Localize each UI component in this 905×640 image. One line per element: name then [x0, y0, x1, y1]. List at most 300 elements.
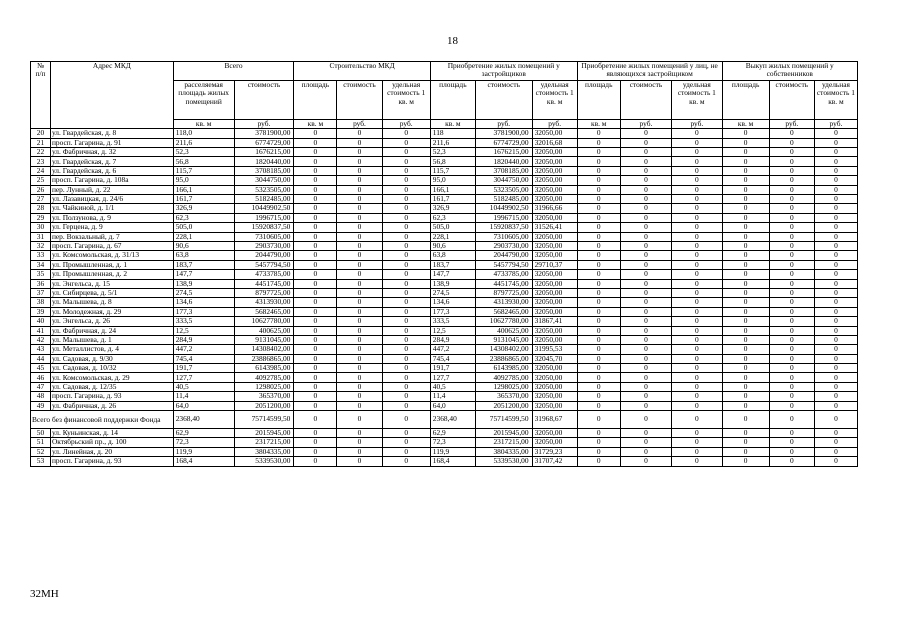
- table-cell: 8797725,00: [234, 288, 294, 297]
- table-cell: 72,3: [430, 438, 475, 447]
- table-cell: 0: [382, 204, 430, 213]
- table-cell: 0: [577, 354, 620, 363]
- table-cell: 0: [577, 307, 620, 316]
- table-cell: 0: [382, 138, 430, 147]
- table-cell: 0: [814, 157, 857, 166]
- table-cell: 0: [722, 447, 769, 456]
- table-cell: 0: [382, 457, 430, 466]
- table-cell: 0: [337, 373, 382, 382]
- table-cell: 12,5: [430, 326, 475, 335]
- table-cell: 5457794,50: [475, 260, 532, 269]
- table-cell: 52,3: [173, 148, 234, 157]
- table-row: [31, 204, 858, 213]
- table-cell: 0: [672, 138, 722, 147]
- table-cell: 0: [814, 307, 857, 316]
- table-cell: 0: [769, 401, 814, 410]
- table-cell: 0: [620, 288, 671, 297]
- table-cell: 0: [294, 166, 337, 175]
- table-cell: 6774729,00: [475, 138, 532, 147]
- table-cell: 0: [814, 166, 857, 175]
- table-cell: 0: [294, 251, 337, 260]
- table-cell: 35: [31, 270, 51, 279]
- table-row: [31, 129, 858, 138]
- table-cell: 0: [294, 279, 337, 288]
- table-cell: 15920837,50: [475, 223, 532, 232]
- table-cell: 2903730,00: [234, 241, 294, 250]
- table-cell: 0: [620, 401, 671, 410]
- table-cell: 53: [31, 457, 51, 466]
- table-row: [31, 354, 858, 363]
- table-cell: 32050,00: [532, 429, 577, 438]
- table-cell: 5339530,00: [475, 457, 532, 466]
- table-cell: 22: [31, 148, 51, 157]
- table-cell: 0: [294, 364, 337, 373]
- table-cell: 0: [722, 279, 769, 288]
- table-cell: 0: [620, 317, 671, 326]
- table-row: [31, 241, 858, 250]
- table-cell: 0: [337, 345, 382, 354]
- header-cost: стоимость: [475, 81, 532, 120]
- table-cell: 0: [722, 288, 769, 297]
- table-cell: 32050,00: [532, 401, 577, 410]
- table-cell: 0: [337, 326, 382, 335]
- table-cell: 0: [577, 251, 620, 260]
- table-cell: 115,7: [173, 166, 234, 175]
- table-cell: 0: [294, 232, 337, 241]
- table-cell: 168,4: [173, 457, 234, 466]
- table-cell: 0: [814, 364, 857, 373]
- table-cell: 333,5: [430, 317, 475, 326]
- table-cell: 0: [814, 447, 857, 456]
- table-cell: 1996715,00: [234, 213, 294, 222]
- table-cell: 20: [31, 129, 51, 138]
- cell-address: ул. Чайкиной, д. 1/1: [50, 204, 173, 213]
- table-cell: 0: [769, 373, 814, 382]
- table-cell: 0: [337, 213, 382, 222]
- table-cell: 0: [382, 382, 430, 391]
- table-cell: 0: [814, 176, 857, 185]
- table-cell: 4313930,00: [475, 298, 532, 307]
- table-cell: 0: [577, 298, 620, 307]
- cell-address: ул. Фабричная, д. 26: [50, 401, 173, 410]
- cell-address: пер. Вокзальный, д. 7: [50, 232, 173, 241]
- unit-sqm: кв. м: [577, 120, 620, 129]
- table-cell: 0: [672, 166, 722, 175]
- table-cell: 0: [769, 232, 814, 241]
- table-cell: 1820440,00: [234, 157, 294, 166]
- cell-address: ул. Фабричная, д. 32: [50, 148, 173, 157]
- table-cell: 0: [620, 241, 671, 250]
- table-cell: 25: [31, 176, 51, 185]
- table-cell: 12,5: [173, 326, 234, 335]
- table-cell: 0: [722, 148, 769, 157]
- header-total: Всего: [173, 62, 294, 81]
- table-cell: 0: [294, 317, 337, 326]
- table-cell: 0: [814, 373, 857, 382]
- table-row: [31, 429, 858, 438]
- table-cell: 32050,00: [532, 176, 577, 185]
- table-cell: 0: [577, 364, 620, 373]
- table-cell: 0: [382, 176, 430, 185]
- header-address: Адрес МКД: [50, 62, 173, 129]
- table-cell: 11,4: [430, 392, 475, 401]
- table-row: [31, 438, 858, 447]
- table-cell: 0: [769, 457, 814, 466]
- table-cell: 0: [577, 195, 620, 204]
- table-cell: 0: [722, 251, 769, 260]
- header-unit-cost: удельная стоимость 1 кв. м: [382, 81, 430, 120]
- table-cell: 0: [672, 326, 722, 335]
- table-cell: 0: [620, 129, 671, 138]
- table-cell: 36: [31, 279, 51, 288]
- table-cell: 284,9: [173, 335, 234, 344]
- cell-address: ул. Гвардейская, д. 8: [50, 129, 173, 138]
- table-cell: 0: [337, 335, 382, 344]
- table-cell: 0: [722, 129, 769, 138]
- table-cell: 26: [31, 185, 51, 194]
- table-cell: 32050,00: [532, 364, 577, 373]
- table-cell: 0: [294, 157, 337, 166]
- table-cell: 31968,67: [532, 411, 577, 429]
- table-cell: 4451745,00: [234, 279, 294, 288]
- table-cell: 5682465,00: [475, 307, 532, 316]
- table-cell: 0: [814, 279, 857, 288]
- table-cell: 0: [722, 373, 769, 382]
- table-cell: 0: [620, 345, 671, 354]
- table-cell: 6774729,00: [234, 138, 294, 147]
- table-cell: 0: [620, 279, 671, 288]
- table-cell: 0: [337, 307, 382, 316]
- table-cell: 0: [620, 223, 671, 232]
- table-cell: 0: [577, 335, 620, 344]
- table-cell: 39: [31, 307, 51, 316]
- table-cell: 0: [814, 457, 857, 466]
- table-row: [31, 195, 858, 204]
- table-cell: 0: [337, 288, 382, 297]
- cell-address: ул. Промышленная, д. 2: [50, 270, 173, 279]
- table-cell: 365370,00: [475, 392, 532, 401]
- table-cell: 0: [577, 185, 620, 194]
- table-cell: 5323505,00: [475, 185, 532, 194]
- table-cell: 0: [337, 166, 382, 175]
- table-cell: 0: [814, 411, 857, 429]
- table-cell: 0: [382, 279, 430, 288]
- cell-address: ул. Садовая, д. 9/30: [50, 354, 173, 363]
- unit-rub: руб.: [475, 120, 532, 129]
- table-cell: 0: [722, 335, 769, 344]
- table-cell: 8797725,00: [475, 288, 532, 297]
- header-unit-cost: удельная стоимость 1 кв. м: [814, 81, 857, 120]
- table-cell: 5339530,00: [234, 457, 294, 466]
- table-cell: 447,2: [173, 345, 234, 354]
- table-cell: 0: [769, 251, 814, 260]
- table-cell: 0: [814, 382, 857, 391]
- table-cell: 191,7: [430, 364, 475, 373]
- table-cell: 31707,42: [532, 457, 577, 466]
- unit-sqm: кв. м: [294, 120, 337, 129]
- table-cell: 0: [620, 354, 671, 363]
- table-cell: 745,4: [173, 354, 234, 363]
- table-cell: 0: [672, 429, 722, 438]
- table-cell: 0: [337, 251, 382, 260]
- table-cell: 0: [577, 392, 620, 401]
- table-cell: 0: [814, 232, 857, 241]
- table-row: [31, 335, 858, 344]
- table-cell: 0: [672, 232, 722, 241]
- table-cell: 0: [769, 429, 814, 438]
- table-cell: 0: [294, 438, 337, 447]
- table-cell: 90,6: [173, 241, 234, 250]
- table-cell: 3804335,00: [475, 447, 532, 456]
- table-cell: 43: [31, 345, 51, 354]
- table-cell: 3708185,00: [475, 166, 532, 175]
- table-cell: 0: [722, 195, 769, 204]
- cell-address: ул. Лазавицкая, д. 24/6: [50, 195, 173, 204]
- table-cell: 40: [31, 317, 51, 326]
- table-cell: 0: [769, 270, 814, 279]
- table-cell: 0: [814, 298, 857, 307]
- table-row: [31, 138, 858, 147]
- table-cell: 0: [814, 260, 857, 269]
- table-cell: 0: [337, 354, 382, 363]
- housing-resettlement-table: [30, 61, 858, 467]
- table-cell: 0: [577, 176, 620, 185]
- header-cost: стоимость: [337, 81, 382, 120]
- table-cell: 0: [337, 176, 382, 185]
- table-cell: 0: [382, 364, 430, 373]
- table-cell: 32050,00: [532, 382, 577, 391]
- table-cell: 0: [577, 382, 620, 391]
- cell-address: ул. Гвардейская, д. 6: [50, 166, 173, 175]
- table-cell: 274,5: [173, 288, 234, 297]
- table-row: [31, 447, 858, 456]
- table-cell: 28: [31, 204, 51, 213]
- table-cell: 0: [722, 401, 769, 410]
- cell-address: просп. Гагарина, д. 91: [50, 138, 173, 147]
- table-row: [31, 213, 858, 222]
- table-cell: 4733785,00: [475, 270, 532, 279]
- table-cell: 505,0: [173, 223, 234, 232]
- unit-rub: руб.: [672, 120, 722, 129]
- table-cell: 0: [814, 185, 857, 194]
- table-cell: 0: [337, 411, 382, 429]
- table-cell: 0: [294, 213, 337, 222]
- table-cell: 0: [672, 223, 722, 232]
- table-cell: 0: [620, 373, 671, 382]
- cell-address: просп. Гагарина, д. 93: [50, 457, 173, 466]
- table-cell: 0: [337, 204, 382, 213]
- table-cell: 0: [382, 392, 430, 401]
- header-cost: стоимость: [769, 81, 814, 120]
- table-cell: 115,7: [430, 166, 475, 175]
- table-cell: 0: [577, 138, 620, 147]
- table-cell: 64,0: [173, 401, 234, 410]
- table-cell: 0: [620, 429, 671, 438]
- table-row: [31, 166, 858, 175]
- table-cell: 0: [672, 447, 722, 456]
- table-cell: 11,4: [173, 392, 234, 401]
- table-cell: 0: [382, 288, 430, 297]
- table-cell: 0: [337, 232, 382, 241]
- table-cell: 0: [577, 345, 620, 354]
- cell-address: ул. Малышева, д. 8: [50, 298, 173, 307]
- table-cell: 0: [620, 166, 671, 175]
- table-cell: 32016,68: [532, 138, 577, 147]
- table-row: [31, 364, 858, 373]
- table-cell: 37: [31, 288, 51, 297]
- table-cell: 3044750,00: [475, 176, 532, 185]
- table-cell: 0: [382, 429, 430, 438]
- table-cell: 0: [722, 438, 769, 447]
- table-cell: 52: [31, 447, 51, 456]
- table-cell: 5457794,50: [234, 260, 294, 269]
- table-cell: 30: [31, 223, 51, 232]
- table-cell: 0: [337, 298, 382, 307]
- table-cell: 0: [577, 447, 620, 456]
- table-cell: 0: [382, 447, 430, 456]
- table-cell: 177,3: [173, 307, 234, 316]
- table-cell: 0: [672, 260, 722, 269]
- table-cell: 0: [382, 232, 430, 241]
- table-cell: 9131045,00: [475, 335, 532, 344]
- cell-address: ул. Линейная, д. 20: [50, 447, 173, 456]
- table-cell: 0: [294, 129, 337, 138]
- header-area: площадь: [294, 81, 337, 120]
- table-cell: 0: [382, 166, 430, 175]
- table-cell: 0: [294, 354, 337, 363]
- table-row: [31, 223, 858, 232]
- table-cell: 0: [620, 204, 671, 213]
- table-cell: 29710,37: [532, 260, 577, 269]
- table-cell: 191,7: [173, 364, 234, 373]
- unit-rub: руб.: [382, 120, 430, 129]
- table-row: [31, 307, 858, 316]
- table-cell: 32050,00: [532, 392, 577, 401]
- table-cell: 0: [577, 213, 620, 222]
- table-cell: 0: [722, 232, 769, 241]
- table-cell: 0: [672, 392, 722, 401]
- table-cell: 1676215,00: [475, 148, 532, 157]
- header-no: № п/п: [31, 62, 51, 129]
- table-cell: 0: [577, 241, 620, 250]
- table-cell: 0: [620, 307, 671, 316]
- table-row: [31, 232, 858, 241]
- cell-address: ул. Молодежная, д. 29: [50, 307, 173, 316]
- table-cell: 0: [769, 176, 814, 185]
- table-cell: 0: [672, 176, 722, 185]
- table-cell: 0: [620, 260, 671, 269]
- table-row: [31, 298, 858, 307]
- table-cell: 95,0: [430, 176, 475, 185]
- table-cell: 0: [672, 204, 722, 213]
- unit-sqm: кв. м: [430, 120, 475, 129]
- table-cell: 0: [294, 176, 337, 185]
- table-row: [31, 279, 858, 288]
- table-cell: 0: [672, 354, 722, 363]
- table-cell: 0: [382, 307, 430, 316]
- table-cell: 0: [294, 148, 337, 157]
- table-cell: 138,9: [173, 279, 234, 288]
- table-cell: 0: [620, 270, 671, 279]
- table-cell: 0: [337, 195, 382, 204]
- table-cell: 4092785,00: [475, 373, 532, 382]
- table-row: [31, 345, 858, 354]
- table-cell: 745,4: [430, 354, 475, 363]
- table-cell: 0: [337, 429, 382, 438]
- table-cell: 5682465,00: [234, 307, 294, 316]
- footer-code: 32МН: [30, 588, 59, 600]
- cell-address: ул. Энгельса, д. 15: [50, 279, 173, 288]
- table-cell: 0: [672, 411, 722, 429]
- header-area: площадь: [577, 81, 620, 120]
- table-cell: 1298025,00: [475, 382, 532, 391]
- table-cell: 0: [294, 288, 337, 297]
- table-cell: 0: [672, 317, 722, 326]
- cell-address: ул. Гвардейская, д. 7: [50, 157, 173, 166]
- table-cell: 0: [722, 457, 769, 466]
- table-cell: 49: [31, 401, 51, 410]
- table-cell: 0: [769, 438, 814, 447]
- table-row: [31, 326, 858, 335]
- header-unit-cost: удельная стоимость 1 кв. м: [672, 81, 722, 120]
- table-cell: 4313930,00: [234, 298, 294, 307]
- table-cell: 62,3: [430, 213, 475, 222]
- table-cell: 44: [31, 354, 51, 363]
- table-cell: 0: [672, 148, 722, 157]
- table-cell: 14308402,00: [475, 345, 532, 354]
- table-row: [31, 270, 858, 279]
- table-cell: 0: [337, 148, 382, 157]
- table-cell: 15920837,50: [234, 223, 294, 232]
- table-cell: 0: [672, 438, 722, 447]
- table-cell: 168,4: [430, 457, 475, 466]
- table-cell: 0: [577, 260, 620, 269]
- table-cell: 23: [31, 157, 51, 166]
- table-cell: 0: [294, 457, 337, 466]
- table-cell: 32050,00: [532, 373, 577, 382]
- table-cell: 0: [814, 317, 857, 326]
- table-row: [31, 392, 858, 401]
- unit-sqm: кв. м: [173, 120, 234, 129]
- table-cell: 0: [337, 129, 382, 138]
- table-cell: 0: [577, 373, 620, 382]
- table-row: [31, 157, 858, 166]
- table-cell: 3708185,00: [234, 166, 294, 175]
- table-cell: 10627780,00: [475, 317, 532, 326]
- table-cell: 326,9: [430, 204, 475, 213]
- table-cell: 50: [31, 429, 51, 438]
- total-label: Всего без финансовой поддержки Фонда: [31, 411, 174, 429]
- table-cell: 0: [382, 195, 430, 204]
- table-row: [31, 148, 858, 157]
- table-cell: 33: [31, 251, 51, 260]
- table-cell: 228,1: [173, 232, 234, 241]
- table-cell: 0: [294, 195, 337, 204]
- table-cell: 0: [577, 279, 620, 288]
- table-cell: 0: [769, 195, 814, 204]
- table-cell: 90,6: [430, 241, 475, 250]
- table-cell: 0: [814, 438, 857, 447]
- table-cell: 31995,53: [532, 345, 577, 354]
- table-cell: 0: [382, 213, 430, 222]
- table-cell: 34: [31, 260, 51, 269]
- table-cell: 0: [722, 298, 769, 307]
- table-cell: 56,8: [430, 157, 475, 166]
- table-cell: 0: [337, 185, 382, 194]
- cell-address: Октябрьский пр., д. 100: [50, 438, 173, 447]
- table-cell: 0: [722, 185, 769, 194]
- table-row: [31, 288, 858, 297]
